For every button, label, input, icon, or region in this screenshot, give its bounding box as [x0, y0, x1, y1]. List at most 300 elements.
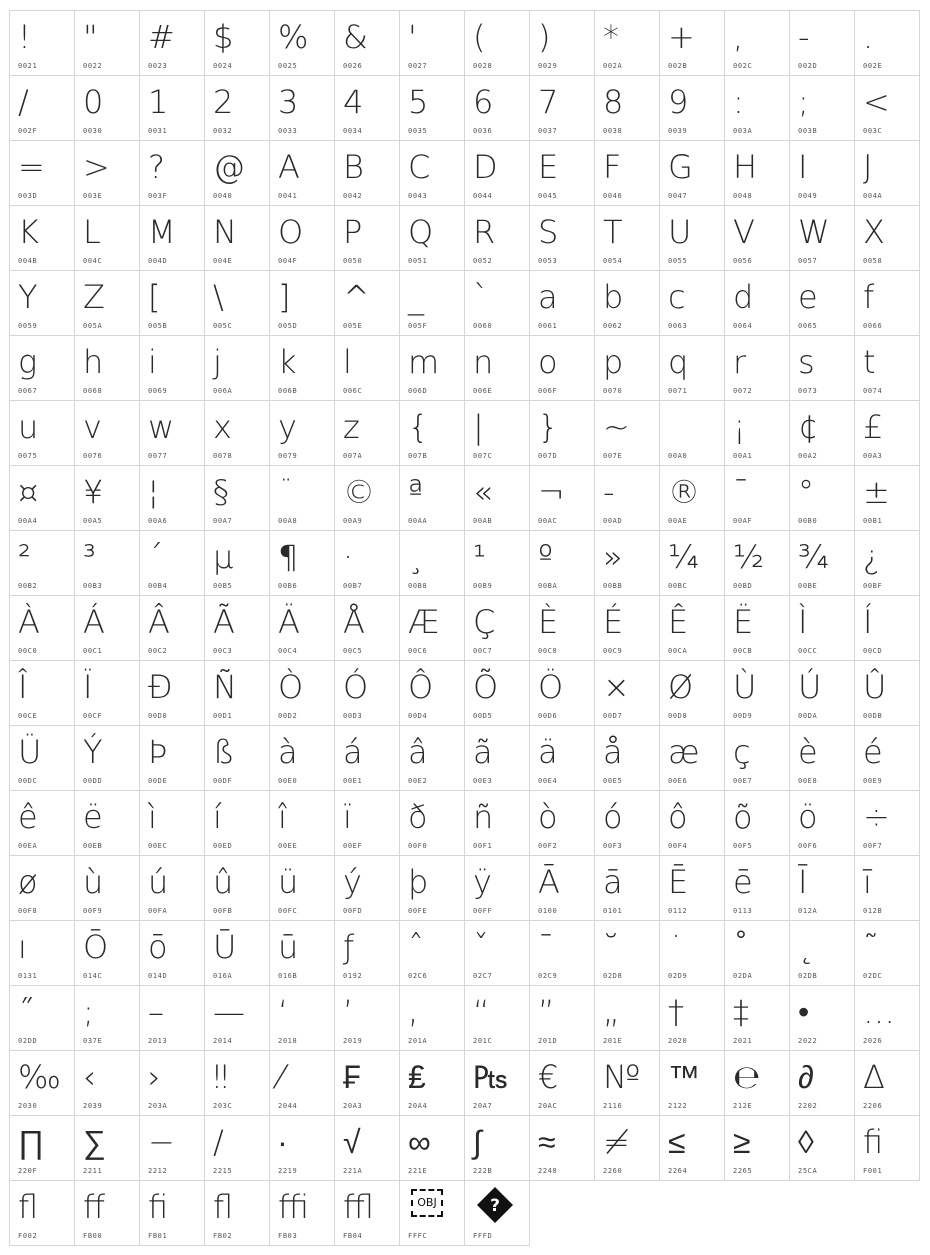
glyph-cell: [400, 1051, 465, 1116]
glyph-cell: [660, 401, 725, 466]
glyph-codepoint: 02DA: [733, 972, 753, 980]
svg-text:?: ?: [490, 1196, 500, 1216]
glyph-char: `: [473, 278, 489, 316]
glyph-char: ·: [343, 538, 354, 576]
glyph-char: ˙: [668, 928, 684, 966]
glyph-char: ∆: [863, 1058, 885, 1096]
glyph-codepoint: 0025: [278, 62, 298, 70]
glyph-codepoint: 00AD: [603, 517, 623, 525]
glyph-char: ≈: [538, 1123, 556, 1161]
glyph-codepoint: 201E: [603, 1037, 623, 1045]
glyph-cell: [790, 531, 855, 596]
glyph-codepoint: 00A2: [798, 452, 818, 460]
glyph-cell: [725, 921, 790, 986]
glyph-codepoint: 0060: [473, 322, 493, 330]
glyph-cell: [530, 466, 595, 531]
glyph-codepoint: 0131: [18, 972, 38, 980]
glyph-cell: [400, 336, 465, 401]
glyph-codepoint: 00EB: [83, 842, 103, 850]
glyph-char: ¾: [798, 538, 830, 576]
glyph-cell: [660, 466, 725, 531]
glyph-cell: [270, 791, 335, 856]
glyph-cell: [270, 271, 335, 336]
glyph-codepoint: 00E1: [343, 777, 363, 785]
glyph-codepoint: 007D: [538, 452, 558, 460]
glyph-char: 0: [83, 83, 104, 121]
glyph-char: Ô: [408, 668, 434, 706]
glyph-codepoint: 00A0: [668, 452, 688, 460]
glyph-codepoint: 00C5: [343, 647, 363, 655]
glyph-cell: [10, 11, 75, 76]
glyph-codepoint: F001: [863, 1167, 883, 1175]
glyph-codepoint: 00C2: [148, 647, 168, 655]
glyph-codepoint: 00D1: [213, 712, 233, 720]
glyph-cell: [270, 1116, 335, 1181]
glyph-char: ~: [603, 408, 630, 446]
glyph-codepoint: 0066: [863, 322, 883, 330]
glyph-char: ē: [733, 863, 753, 901]
glyph-cell: [660, 1116, 725, 1181]
glyph-char: ‚: [408, 993, 419, 1031]
glyph-codepoint: 00F2: [538, 842, 558, 850]
glyph-codepoint: 201A: [408, 1037, 428, 1045]
glyph-cell: [75, 1116, 140, 1181]
glyph-codepoint: 00F5: [733, 842, 753, 850]
glyph-cell: [205, 401, 270, 466]
glyph-cell: [855, 336, 920, 401]
glyph-cell: [465, 401, 530, 466]
glyph-codepoint: 02DB: [798, 972, 818, 980]
glyph-codepoint: 203C: [213, 1102, 233, 1110]
glyph-cell: [790, 466, 855, 531]
glyph-cell: [335, 726, 400, 791]
glyph-codepoint: 00FB: [213, 907, 233, 915]
glyph-cell: [725, 76, 790, 141]
glyph-cell: [75, 856, 140, 921]
glyph-cell: [465, 791, 530, 856]
glyph-char: ¼: [668, 538, 700, 576]
glyph-cell: [595, 336, 660, 401]
glyph-char: ﬁ: [863, 1123, 884, 1161]
glyph-char: M: [148, 213, 176, 251]
glyph-char: H: [733, 148, 758, 186]
glyph-codepoint: 0056: [733, 257, 753, 265]
glyph-cell: [530, 726, 595, 791]
glyph-char: ₣: [343, 1058, 361, 1096]
glyph-cell: [10, 206, 75, 271]
glyph-char: ø: [18, 863, 38, 901]
glyph-cell: [270, 401, 335, 466]
glyph-char: ’: [343, 993, 354, 1031]
glyph-char: ∑: [83, 1123, 106, 1161]
glyph-char: —: [213, 993, 245, 1031]
glyph-cell: [725, 1116, 790, 1181]
glyph-codepoint: 0057: [798, 257, 818, 265]
glyph-char: à: [278, 733, 298, 771]
glyph-char: ∕: [213, 1123, 224, 1161]
glyph-cell: [530, 1116, 595, 1181]
glyph-cell: [270, 531, 335, 596]
glyph-char: ˉ: [538, 928, 554, 966]
glyph-cell: [725, 401, 790, 466]
glyph-cell: [400, 141, 465, 206]
glyph-char: è: [798, 733, 818, 771]
glyph-cell: [595, 726, 660, 791]
glyph-char: Û: [863, 668, 887, 706]
glyph-cell: [270, 141, 335, 206]
glyph-codepoint: 02D8: [603, 972, 623, 980]
glyph-char: %: [278, 18, 309, 56]
glyph-char: r: [733, 343, 747, 381]
glyph-cell: [465, 921, 530, 986]
glyph-codepoint: FB02: [213, 1232, 233, 1240]
glyph-char: −: [148, 1123, 175, 1161]
glyph-char: ô: [668, 798, 688, 836]
glyph-cell: [725, 856, 790, 921]
glyph-cell: [725, 336, 790, 401]
glyph-char: 2: [213, 83, 234, 121]
glyph-codepoint: 0112: [668, 907, 688, 915]
glyph-codepoint: 00BD: [733, 582, 753, 590]
glyph-codepoint: 00D9: [733, 712, 753, 720]
glyph-char: ñ: [473, 798, 494, 836]
glyph-char: 9: [668, 83, 689, 121]
glyph-codepoint: 2044: [278, 1102, 298, 1110]
glyph-cell: [75, 271, 140, 336]
glyph-char: 5: [408, 83, 429, 121]
glyph-codepoint: 0113: [733, 907, 753, 915]
glyph-char: w: [148, 408, 175, 446]
glyph-codepoint: 0042: [343, 192, 363, 200]
glyph-char: ‡: [733, 993, 749, 1031]
glyph-char: ∞: [408, 1123, 431, 1161]
glyph-codepoint: 006D: [408, 387, 428, 395]
glyph-char: £: [863, 408, 884, 446]
glyph-char: §: [213, 473, 229, 511]
glyph-codepoint: 004E: [213, 257, 233, 265]
glyph-codepoint: 007A: [343, 452, 363, 460]
glyph-codepoint: 014D: [148, 972, 168, 980]
glyph-char: Ó: [343, 668, 369, 706]
glyph-cell: [205, 76, 270, 141]
glyph-codepoint: 00FD: [343, 907, 363, 915]
glyph-cell: [400, 661, 465, 726]
glyph-codepoint: 0033: [278, 127, 298, 135]
glyph-char: N: [213, 213, 237, 251]
glyph-cell: [530, 141, 595, 206]
glyph-codepoint: 002C: [733, 62, 753, 70]
glyph-cell: [140, 1181, 205, 1246]
glyph-char: €: [538, 1058, 559, 1096]
glyph-cell: [660, 271, 725, 336]
glyph-cell: [465, 1116, 530, 1181]
glyph-char: 6: [473, 83, 494, 121]
glyph-cell: [595, 1051, 660, 1116]
glyph-cell: [790, 921, 855, 986]
glyph-char: Þ: [148, 733, 168, 771]
glyph-char: ¹: [473, 538, 486, 576]
glyph-char: q: [668, 343, 689, 381]
glyph-cell: [530, 401, 595, 466]
glyph-cell: [790, 11, 855, 76]
glyph-cell: [595, 271, 660, 336]
glyph-cell: [790, 1116, 855, 1181]
glyph-char: ≥: [733, 1123, 751, 1161]
glyph-codepoint: 00F8: [18, 907, 38, 915]
glyph-cell: [140, 206, 205, 271]
glyph-codepoint: 003A: [733, 127, 753, 135]
glyph-cell: [335, 1181, 400, 1246]
glyph-cell: [530, 206, 595, 271]
glyph-char: ´: [148, 538, 164, 576]
glyph-cell: [10, 1116, 75, 1181]
glyph-cell: [400, 596, 465, 661]
glyph-char: V: [733, 213, 755, 251]
glyph-cell: [660, 336, 725, 401]
glyph-char: ﬁ: [148, 1188, 169, 1226]
glyph-codepoint: 222B: [473, 1167, 493, 1175]
glyph-cell: [595, 921, 660, 986]
glyph-char: ı: [18, 928, 27, 966]
glyph-char: ˝: [18, 993, 34, 1031]
glyph-cell: [10, 791, 75, 856]
glyph-char: ₤: [408, 1058, 426, 1096]
glyph-char: ;: [798, 83, 809, 121]
glyph-char: ì: [148, 798, 157, 836]
glyph-codepoint: 00CF: [83, 712, 103, 720]
glyph-char: Î: [18, 668, 28, 706]
glyph-char: ‘: [278, 993, 289, 1031]
glyph-cell: [855, 141, 920, 206]
glyph-char: ¨: [278, 473, 294, 511]
glyph-cell: [140, 531, 205, 596]
glyph-codepoint: 0039: [668, 127, 688, 135]
glyph-cell: [140, 921, 205, 986]
glyph-codepoint: 0045: [538, 192, 558, 200]
glyph-char: $: [213, 18, 234, 56]
glyph-char: «: [473, 473, 493, 511]
glyph-cell: [725, 206, 790, 271]
glyph-cell: [790, 726, 855, 791]
glyph-char: ≠: [603, 1123, 630, 1161]
glyph-cell: [725, 466, 790, 531]
glyph-cell: [595, 466, 660, 531]
glyph-cell: [270, 336, 335, 401]
glyph-codepoint: 201C: [473, 1037, 493, 1045]
glyph-char: U: [668, 213, 692, 251]
glyph-cell: [270, 466, 335, 531]
glyph-cell: [530, 271, 595, 336]
glyph-cell: [205, 271, 270, 336]
glyph-codepoint: 2122: [668, 1102, 688, 1110]
glyph-char: h: [83, 343, 104, 381]
glyph-codepoint: 20A7: [473, 1102, 493, 1110]
glyph-codepoint: 016B: [278, 972, 298, 980]
glyph-char: Ú: [798, 668, 822, 706]
glyph-char: †: [668, 993, 684, 1031]
glyph-char: Á: [83, 603, 105, 641]
glyph-codepoint: 212E: [733, 1102, 753, 1110]
glyph-char: ç: [733, 733, 751, 771]
glyph-cell: [465, 856, 530, 921]
glyph-cell: [10, 596, 75, 661]
glyph-codepoint: 0024: [213, 62, 233, 70]
glyph-char: Ë: [733, 603, 754, 641]
glyph-codepoint: 2030: [18, 1102, 38, 1110]
glyph-char: s: [798, 343, 815, 381]
glyph-codepoint: 2021: [733, 1037, 753, 1045]
glyph-codepoint: 0055: [668, 257, 688, 265]
glyph-char: ≤: [668, 1123, 686, 1161]
glyph-codepoint: 2116: [603, 1102, 623, 1110]
glyph-char: ;: [83, 993, 94, 1031]
glyph-cell: [595, 11, 660, 76]
glyph-cell: [465, 1051, 530, 1116]
glyph-cell: [400, 726, 465, 791]
glyph-codepoint: 00B0: [798, 517, 818, 525]
glyph-codepoint: 0044: [473, 192, 493, 200]
glyph-cell: [595, 1116, 660, 1181]
glyph-char: -: [603, 473, 615, 511]
glyph-codepoint: 006C: [343, 387, 363, 395]
glyph-cell: [855, 11, 920, 76]
glyph-codepoint: 0030: [83, 127, 103, 135]
glyph-codepoint: 00C9: [603, 647, 623, 655]
glyph-char: ˚: [733, 928, 749, 966]
glyph-cell: [725, 11, 790, 76]
glyph-char: W: [798, 213, 830, 251]
glyph-cell: [140, 791, 205, 856]
glyph-cell: [270, 596, 335, 661]
glyph-char: ¸: [408, 538, 424, 576]
glyph-cell: [465, 336, 530, 401]
glyph-codepoint: 20AC: [538, 1102, 558, 1110]
glyph-cell: [790, 336, 855, 401]
glyph-codepoint: 00A6: [148, 517, 168, 525]
glyph-cell: [855, 921, 920, 986]
glyph-cell: [855, 1051, 920, 1116]
replacement-character-icon: [475, 1185, 515, 1225]
glyph-char: ÷: [863, 798, 890, 836]
glyph-char: T: [603, 213, 623, 251]
glyph-cell: [75, 791, 140, 856]
glyph-char: ﬂ: [213, 1188, 234, 1226]
glyph-char: J: [863, 148, 873, 186]
glyph-cell: [400, 401, 465, 466]
glyph-char: L: [83, 213, 101, 251]
glyph-char: Ù: [733, 668, 757, 706]
glyph-char: i: [148, 343, 157, 381]
glyph-codepoint: 0021: [18, 62, 38, 70]
glyph-cell: [790, 401, 855, 466]
glyph-cell: [400, 1116, 465, 1181]
glyph-char: ∏: [18, 1123, 45, 1161]
glyph-char: u: [18, 408, 39, 446]
glyph-codepoint: 0031: [148, 127, 168, 135]
glyph-char: Z: [83, 278, 105, 316]
glyph-cell: [595, 401, 660, 466]
glyph-char: ^: [343, 278, 370, 316]
glyph-codepoint: 00D2: [278, 712, 298, 720]
glyph-codepoint: 0058: [863, 257, 883, 265]
glyph-char: •: [798, 993, 810, 1031]
glyph-codepoint: 00B8: [408, 582, 428, 590]
glyph-cell: [855, 1116, 920, 1181]
glyph-codepoint: 00D4: [408, 712, 428, 720]
glyph-cell: [790, 1051, 855, 1116]
glyph-char: Ç: [473, 603, 496, 641]
glyph-codepoint: 02DC: [863, 972, 883, 980]
glyph-codepoint: 003D: [18, 192, 38, 200]
glyph-codepoint: FB04: [343, 1232, 363, 1240]
glyph-cell: [270, 206, 335, 271]
glyph-char: ª: [408, 473, 424, 511]
glyph-char: {: [408, 408, 429, 446]
glyph-codepoint: 00B3: [83, 582, 103, 590]
glyph-char: ²: [18, 538, 31, 576]
glyph-cell: [270, 661, 335, 726]
glyph-cell: [335, 11, 400, 76]
glyph-cell: [270, 1181, 335, 1246]
glyph-char: í: [213, 798, 222, 836]
glyph-cell: [530, 531, 595, 596]
glyph-codepoint: 0100: [538, 907, 558, 915]
glyph-cell: [465, 466, 530, 531]
glyph-codepoint: 00EF: [343, 842, 363, 850]
glyph-cell: [465, 726, 530, 791]
glyph-cell: [660, 76, 725, 141]
glyph-codepoint: 0051: [408, 257, 428, 265]
glyph-cell: [75, 1051, 140, 1116]
glyph-codepoint: 0070: [603, 387, 623, 395]
glyph-cell: [205, 856, 270, 921]
glyph-char: µ: [213, 538, 234, 576]
glyph-char: þ: [408, 863, 429, 901]
glyph-char: ±: [863, 473, 890, 511]
glyph-char: ¡: [733, 408, 746, 446]
glyph-char: E: [538, 148, 559, 186]
glyph-codepoint: 0027: [408, 62, 428, 70]
glyph-cell: [75, 986, 140, 1051]
glyph-codepoint: 00BA: [538, 582, 558, 590]
glyph-char: -: [798, 18, 810, 56]
glyph-char: p: [603, 343, 624, 381]
glyph-codepoint: 00E4: [538, 777, 558, 785]
glyph-cell: [205, 986, 270, 1051]
glyph-codepoint: 02D9: [668, 972, 688, 980]
glyph-cell: [465, 1181, 530, 1246]
glyph-cell: [855, 661, 920, 726]
glyph-char: *: [603, 18, 619, 56]
glyph-char: ﬀ: [83, 1188, 106, 1226]
glyph-codepoint: 00A4: [18, 517, 38, 525]
glyph-codepoint: 00BB: [603, 582, 623, 590]
glyph-char: Ü: [18, 733, 42, 771]
glyph-codepoint: 00A8: [278, 517, 298, 525]
glyph-char: f: [863, 278, 875, 316]
glyph-cell: [400, 206, 465, 271]
glyph-codepoint: 0036: [473, 127, 493, 135]
glyph-codepoint: 203A: [148, 1102, 168, 1110]
glyph-codepoint: 00A5: [83, 517, 103, 525]
glyph-codepoint: 0068: [83, 387, 103, 395]
glyph-char: >: [83, 148, 110, 186]
glyph-codepoint: 20A4: [408, 1102, 428, 1110]
glyph-cell: [530, 986, 595, 1051]
glyph-codepoint: 0029: [538, 62, 558, 70]
glyph-char: –: [148, 993, 164, 1031]
glyph-cell: [855, 206, 920, 271]
